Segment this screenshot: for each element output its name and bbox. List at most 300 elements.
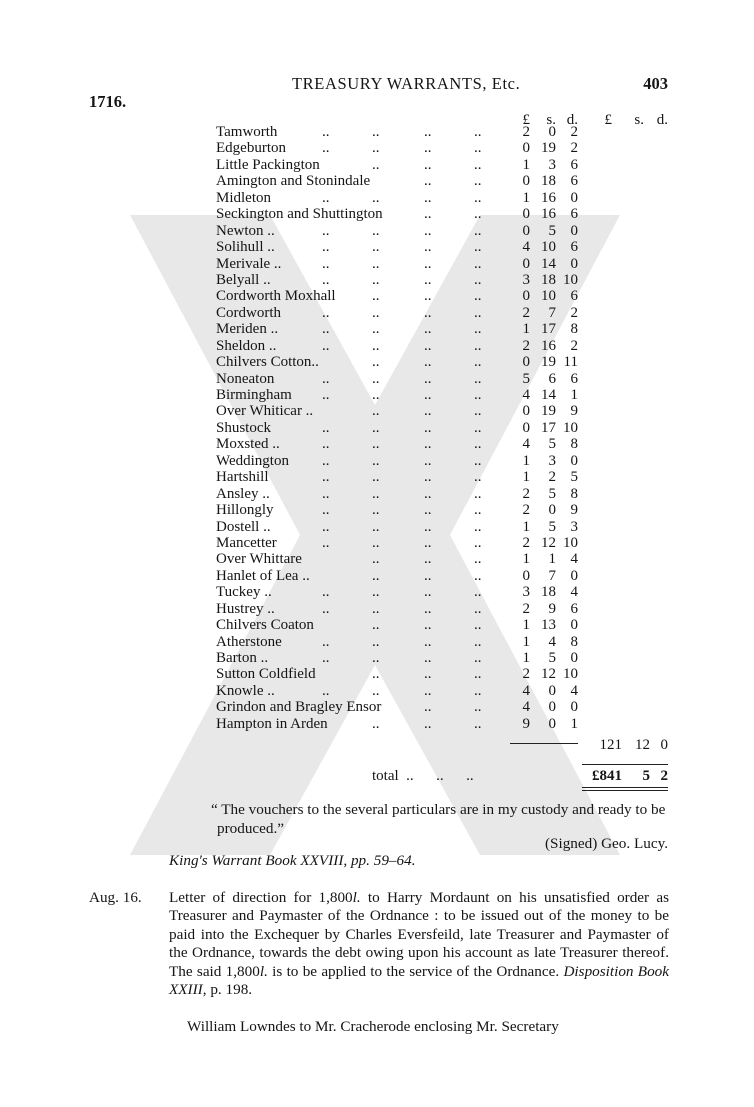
- row-place: Cordworth: [216, 304, 281, 321]
- dot-leader: ..: [424, 239, 432, 256]
- dot-leader: ..: [372, 567, 380, 584]
- row-shillings: 1: [548, 551, 556, 568]
- dot-leader: ..: [322, 124, 330, 140]
- dot-leader: ..: [372, 337, 380, 354]
- dot-leader: ..: [474, 617, 482, 634]
- row-shillings: 4: [548, 633, 556, 650]
- total-rule-bottom-1: [582, 787, 668, 788]
- row-shillings: 0: [548, 699, 556, 716]
- row-shillings: 16: [541, 189, 556, 206]
- row-pence: 1: [570, 715, 578, 732]
- dot-leader: ..: [372, 156, 380, 173]
- row-pounds: 2: [522, 600, 530, 617]
- dot-leader: ..: [474, 239, 482, 256]
- row-shillings: 0: [548, 502, 556, 519]
- table-row: [0, 387, 754, 403]
- dot-leader: ..: [474, 633, 482, 650]
- row-shillings: 7: [548, 304, 556, 321]
- row-place: Cordworth Moxhall: [216, 288, 336, 305]
- column-head-shillings: s.: [546, 112, 556, 128]
- row-pence: 6: [570, 239, 578, 256]
- dot-leader: ..: [424, 337, 432, 354]
- row-shillings: 0: [548, 682, 556, 699]
- row-pounds: 1: [522, 551, 530, 568]
- row-place: Newton ..: [216, 222, 275, 239]
- row-place: Amington and Stonindale: [216, 173, 371, 190]
- dot-leader: ..: [372, 255, 380, 272]
- row-pence: 10: [563, 666, 578, 683]
- row-place: Mancetter: [216, 534, 277, 551]
- row-place: Sheldon ..: [216, 337, 277, 354]
- total-rule-top: [582, 764, 668, 765]
- row-shillings: 6: [548, 370, 556, 387]
- dot-leader: ..: [424, 584, 432, 601]
- row-pence: 0: [570, 255, 578, 272]
- dot-leader: ..: [322, 600, 330, 617]
- table-row: [0, 288, 754, 304]
- total-rule-bottom-2: [582, 790, 668, 791]
- dot-leader: ..: [372, 715, 380, 732]
- table-row: [0, 157, 754, 173]
- row-shillings: 18: [541, 584, 556, 601]
- row-pounds: 1: [522, 321, 530, 338]
- row-pounds: 4: [522, 699, 530, 716]
- column-head-total-shillings: s.: [634, 112, 644, 128]
- dot-leader: ..: [474, 387, 482, 403]
- row-shillings: 14: [541, 387, 556, 403]
- dot-leader: ..: [372, 485, 380, 502]
- dot-leader: ..: [474, 419, 482, 436]
- entry-text-a: Letter of direction for 1,800: [169, 889, 353, 906]
- row-pence: 5: [570, 469, 578, 486]
- row-pence: 4: [570, 551, 578, 568]
- dot-leader: ..: [474, 534, 482, 551]
- dot-leader: ..: [322, 485, 330, 502]
- row-pence: 2: [570, 337, 578, 354]
- column-head-total-pounds: £: [604, 112, 612, 128]
- total-pounds: £841: [592, 768, 622, 784]
- dot-leader: ..: [424, 666, 432, 683]
- row-shillings: 19: [541, 354, 556, 371]
- dot-leader: ..: [372, 502, 380, 519]
- dot-leader: ..: [424, 502, 432, 519]
- row-place: Over Whiticar ..: [216, 403, 314, 420]
- row-pence: 3: [570, 518, 578, 535]
- dot-leader: ..: [424, 387, 432, 403]
- dot-leader: ..: [474, 337, 482, 354]
- dot-leader: ..: [372, 633, 380, 650]
- dot-leader: ..: [372, 600, 380, 617]
- dot-leader: ..: [372, 534, 380, 551]
- row-pence: 0: [570, 650, 578, 666]
- row-pounds: 1: [522, 617, 530, 634]
- dot-leader: ..: [424, 534, 432, 551]
- subtotal-pounds: 121: [599, 737, 622, 753]
- dot-leader: ..: [322, 304, 330, 321]
- row-pence: 10: [563, 271, 578, 288]
- dot-leader: ..: [372, 419, 380, 436]
- row-shillings: 7: [548, 567, 556, 584]
- row-pounds: 4: [522, 436, 530, 453]
- row-pounds: 2: [522, 124, 530, 140]
- row-place: Meriden ..: [216, 321, 279, 338]
- dot-leader: ..: [372, 321, 380, 338]
- row-place: Over Whittare: [216, 551, 302, 568]
- dot-leader: ..: [424, 715, 432, 732]
- dot-leader: ..: [372, 682, 380, 699]
- row-shillings: 12: [541, 666, 556, 683]
- dot-leader: ..: [424, 600, 432, 617]
- dot-leader: ..: [322, 534, 330, 551]
- dot-leader: ..: [424, 403, 432, 420]
- dot-leader: ..: [322, 239, 330, 256]
- row-pounds: 3: [522, 271, 530, 288]
- dot-leader: ..: [474, 567, 482, 584]
- row-pence: 9: [570, 502, 578, 519]
- dot-leader: ..: [372, 288, 380, 305]
- dot-leader: ..: [372, 140, 380, 157]
- row-pence: 10: [563, 534, 578, 551]
- row-shillings: 16: [541, 206, 556, 223]
- table-row: [0, 568, 754, 584]
- row-pence: 8: [570, 485, 578, 502]
- dot-leader: ..: [424, 518, 432, 535]
- table-row: [0, 190, 754, 206]
- row-place: Hanlet of Lea ..: [216, 567, 310, 584]
- row-shillings: 14: [541, 255, 556, 272]
- pound-mark-2: l.: [259, 962, 268, 980]
- row-pence: 8: [570, 436, 578, 453]
- dot-leader: ..: [322, 255, 330, 272]
- table-row: [0, 486, 754, 502]
- table-row: [0, 403, 754, 419]
- table-row: [0, 502, 754, 518]
- dot-leader: ..: [474, 551, 482, 568]
- dot-leader: ..: [474, 304, 482, 321]
- dot-leader: ..: [424, 567, 432, 584]
- row-place: Little Packington: [216, 156, 320, 173]
- row-pounds: 4: [522, 387, 530, 403]
- total-shillings: 5: [642, 768, 650, 784]
- page-number: 403: [643, 74, 668, 93]
- dot-leader: ..: [372, 304, 380, 321]
- dot-leader: ..: [474, 518, 482, 535]
- dot-leader: ..: [474, 650, 482, 666]
- row-pounds: 0: [522, 140, 530, 157]
- dot-leader: ..: [474, 699, 482, 716]
- total-pence: 2: [660, 768, 668, 784]
- row-place: Merivale ..: [216, 255, 282, 272]
- dot-leader: ..: [424, 304, 432, 321]
- dot-leader: ..: [474, 403, 482, 420]
- row-pence: 8: [570, 321, 578, 338]
- dot-leader: ..: [322, 271, 330, 288]
- row-place: Chilvers Cotton..: [216, 354, 319, 371]
- dot-leader: ..: [372, 222, 380, 239]
- table-row: [0, 173, 754, 189]
- dot-leader: ..: [424, 469, 432, 486]
- dot-leader: ..: [424, 140, 432, 157]
- subtotal-rule: [510, 743, 578, 744]
- year-marker: 1716.: [89, 92, 127, 111]
- dot-leader: ..: [424, 255, 432, 272]
- subtotal-pence: 0: [660, 737, 668, 753]
- dot-leader: ..: [474, 321, 482, 338]
- row-pounds: 9: [522, 715, 530, 732]
- dot-leader: ..: [474, 189, 482, 206]
- dot-leader: ..: [474, 222, 482, 239]
- dot-leader: ..: [322, 584, 330, 601]
- row-shillings: 19: [541, 403, 556, 420]
- dot-leader: ..: [474, 354, 482, 371]
- dot-leader: ..: [372, 239, 380, 256]
- row-pounds: 2: [522, 666, 530, 683]
- dot-leader: ..: [424, 436, 432, 453]
- table-row: [0, 354, 754, 370]
- table-row: [0, 716, 754, 732]
- dot-leader: ..: [474, 485, 482, 502]
- dot-leader: ..: [372, 551, 380, 568]
- row-place: Barton ..: [216, 650, 269, 666]
- row-shillings: 5: [548, 485, 556, 502]
- row-place: Chilvers Coaton: [216, 617, 314, 634]
- dot-leader: ..: [372, 370, 380, 387]
- dot-leader: ..: [424, 551, 432, 568]
- dot-leader: ..: [424, 156, 432, 173]
- table-row: [0, 535, 754, 551]
- entry-text-b: to Harry Mordaunt on his unsatisfied order as Treasurer and Paymaster of the Ordnance : to be issued out of the money to be paid into the Exchequer by Charles Eversfeild, late Treasurer and Paymaster of the Ordnance, towards the debt owing upon his account as late Treasurer thereof. The said 1,800: [169, 889, 669, 980]
- row-pounds: 2: [522, 337, 530, 354]
- table-row: [0, 223, 754, 239]
- row-place: Tuckey ..: [216, 584, 272, 601]
- dot-leader: ..: [474, 271, 482, 288]
- row-shillings: 2: [548, 469, 556, 486]
- dot-leader: ..: [424, 633, 432, 650]
- row-pence: 2: [570, 140, 578, 157]
- row-pence: 0: [570, 189, 578, 206]
- dot-leader: ..: [372, 584, 380, 601]
- row-pounds: 1: [522, 518, 530, 535]
- row-shillings: 5: [548, 650, 556, 666]
- dot-leader: ..: [424, 354, 432, 371]
- row-shillings: 13: [541, 617, 556, 634]
- next-entry-text: William Lowndes to Mr. Cracherode enclosing Mr. Secretary: [187, 1018, 559, 1035]
- row-pounds: 1: [522, 189, 530, 206]
- row-place: Seckington and Shuttington: [216, 206, 383, 223]
- dot-leader: ..: [424, 288, 432, 305]
- row-pounds: 0: [522, 567, 530, 584]
- row-place: Knowle ..: [216, 682, 275, 699]
- row-pence: 0: [570, 617, 578, 634]
- dot-leader: ..: [424, 206, 432, 223]
- dot-leader: ..: [474, 288, 482, 305]
- row-shillings: 5: [548, 518, 556, 535]
- row-place: Atherstone: [216, 633, 282, 650]
- row-pence: 4: [570, 584, 578, 601]
- row-shillings: 5: [548, 222, 556, 239]
- row-place: Edgeburton: [216, 140, 286, 157]
- row-pence: 6: [570, 206, 578, 223]
- dot-leader: ..: [474, 173, 482, 190]
- dot-leader: ..: [424, 124, 432, 140]
- dot-leader: ..: [322, 650, 330, 666]
- row-pence: 10: [563, 419, 578, 436]
- row-pounds: 0: [522, 288, 530, 305]
- table-row: [0, 666, 754, 682]
- row-shillings: 10: [541, 239, 556, 256]
- row-place: Hampton in Arden: [216, 715, 328, 732]
- row-pence: 11: [563, 354, 578, 371]
- row-pounds: 2: [522, 502, 530, 519]
- dot-leader: ..: [474, 255, 482, 272]
- row-pence: 0: [570, 699, 578, 716]
- dot-leader: ..: [424, 699, 432, 716]
- dot-leader: ..: [372, 124, 380, 140]
- row-pounds: 3: [522, 584, 530, 601]
- dot-leader: ..: [372, 617, 380, 634]
- dot-leader: ..: [474, 715, 482, 732]
- dot-leader: ..: [474, 682, 482, 699]
- dot-leader: ..: [372, 452, 380, 469]
- subtotal-shillings: 12: [635, 737, 650, 753]
- row-place: Midleton: [216, 189, 271, 206]
- dot-leader: ..: [322, 387, 330, 403]
- dot-leader: ..: [372, 403, 380, 420]
- row-shillings: 10: [541, 288, 556, 305]
- dot-leader: ..: [322, 419, 330, 436]
- row-place: Dostell ..: [216, 518, 271, 535]
- dot-leader: ..: [322, 337, 330, 354]
- row-pence: 6: [570, 370, 578, 387]
- table-row: [0, 305, 754, 321]
- column-head-pounds: £: [522, 112, 530, 128]
- row-pence: 4: [570, 682, 578, 699]
- table-row: [0, 683, 754, 699]
- source-citation: King's Warrant Book XXVIII, pp. 59–64.: [169, 852, 416, 869]
- dot-leader: ..: [474, 600, 482, 617]
- row-place: Moxsted ..: [216, 436, 280, 453]
- row-pence: 8: [570, 633, 578, 650]
- table-row: [0, 321, 754, 337]
- table-row: [0, 453, 754, 469]
- table-row: [0, 206, 754, 222]
- table-row: [0, 371, 754, 387]
- dot-leader: ..: [474, 584, 482, 601]
- row-shillings: 12: [541, 534, 556, 551]
- dot-leader: ..: [474, 370, 482, 387]
- row-shillings: 5: [548, 436, 556, 453]
- row-pounds: 1: [522, 469, 530, 486]
- dot-leader: ..: [372, 469, 380, 486]
- dot-leader: ..: [322, 436, 330, 453]
- dot-leader: ..: [372, 436, 380, 453]
- dot-leader: ..: [322, 189, 330, 206]
- row-pence: 6: [570, 600, 578, 617]
- pound-mark: l.: [352, 889, 361, 906]
- row-pounds: 1: [522, 452, 530, 469]
- dot-leader: ..: [322, 370, 330, 387]
- table-row: [0, 436, 754, 452]
- row-place: Belyall ..: [216, 271, 271, 288]
- account-table: [0, 124, 754, 732]
- row-pounds: 4: [522, 239, 530, 256]
- row-pounds: 5: [522, 370, 530, 387]
- table-row: [0, 519, 754, 535]
- table-row: [0, 699, 754, 715]
- row-pounds: 0: [522, 354, 530, 371]
- row-pence: 6: [570, 173, 578, 190]
- row-pounds: 2: [522, 485, 530, 502]
- dot-leader: ..: [424, 650, 432, 666]
- row-pounds: 0: [522, 403, 530, 420]
- entry-source-tail: , p. 198.: [202, 981, 253, 999]
- row-pence: 2: [570, 304, 578, 321]
- row-place: Birmingham: [216, 387, 292, 403]
- table-row: [0, 650, 754, 666]
- row-pence: 9: [570, 403, 578, 420]
- dot-leader: ..: [424, 419, 432, 436]
- dot-leader: ..: [424, 370, 432, 387]
- dot-leader: ..: [474, 156, 482, 173]
- row-pence: 6: [570, 288, 578, 305]
- row-pence: 6: [570, 156, 578, 173]
- row-place: Tamworth: [216, 124, 278, 140]
- dot-leader: ..: [424, 222, 432, 239]
- dot-leader: ..: [474, 469, 482, 486]
- row-pence: 0: [570, 222, 578, 239]
- row-shillings: 18: [541, 271, 556, 288]
- dot-leader: ..: [474, 206, 482, 223]
- dot-leader: ..: [322, 452, 330, 469]
- table-row: [0, 551, 754, 567]
- dot-leader: ..: [474, 436, 482, 453]
- row-place: Noneaton: [216, 370, 275, 387]
- dot-leader: ..: [372, 666, 380, 683]
- dot-leader: ..: [322, 633, 330, 650]
- row-shillings: 18: [541, 173, 556, 190]
- row-shillings: 19: [541, 140, 556, 157]
- row-pence: 0: [570, 452, 578, 469]
- dot-leader: ..: [372, 387, 380, 403]
- row-pence: 0: [570, 567, 578, 584]
- row-pounds: 0: [522, 419, 530, 436]
- entry-date: Aug. 16.: [89, 889, 142, 906]
- dot-leader: ..: [474, 666, 482, 683]
- row-place: Solihull ..: [216, 239, 275, 256]
- row-place: Sutton Coldfield: [216, 666, 316, 683]
- table-row: [0, 338, 754, 354]
- row-pence: 2: [570, 124, 578, 140]
- row-shillings: 3: [548, 156, 556, 173]
- row-place: Hustrey ..: [216, 600, 275, 617]
- row-shillings: 17: [541, 419, 556, 436]
- row-place: Weddington: [216, 452, 289, 469]
- table-row: [0, 601, 754, 617]
- row-shillings: 16: [541, 337, 556, 354]
- dot-leader: ..: [474, 452, 482, 469]
- row-place: Hartshill: [216, 469, 269, 486]
- table-row: [0, 272, 754, 288]
- table-row: [0, 584, 754, 600]
- dot-leader: ..: [474, 124, 482, 140]
- row-pence: 1: [570, 387, 578, 403]
- dot-leader: ..: [372, 354, 380, 371]
- row-shillings: 0: [548, 715, 556, 732]
- dot-leader: ..: [424, 485, 432, 502]
- row-shillings: 3: [548, 452, 556, 469]
- running-title: TREASURY WARRANTS, Etc.: [292, 74, 521, 93]
- row-pounds: 1: [522, 650, 530, 666]
